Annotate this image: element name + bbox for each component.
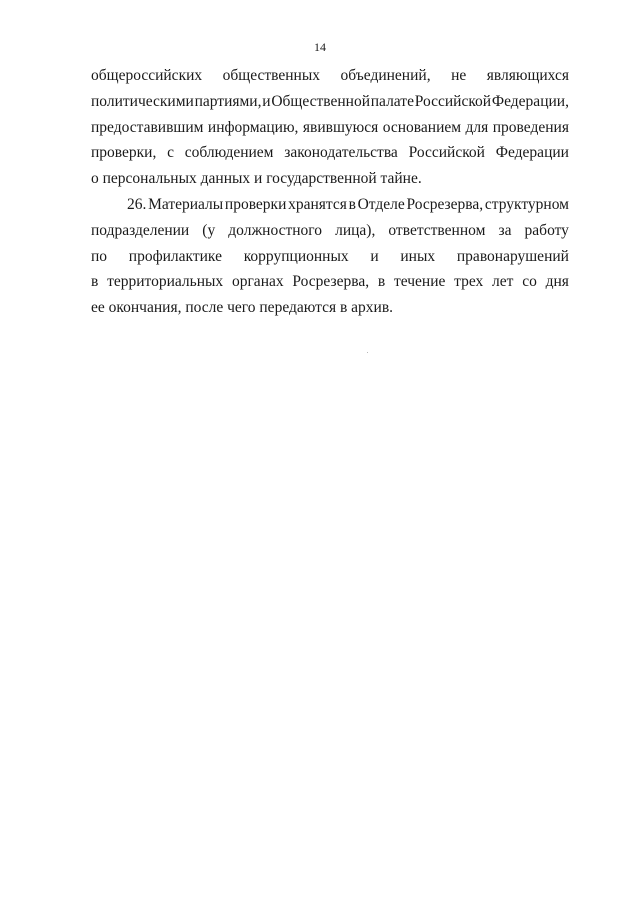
page-number: 14 [314, 40, 326, 54]
paragraph-continuation [91, 63, 569, 192]
document-body [91, 63, 569, 321]
scan-artifact [367, 352, 368, 353]
text-line: проверки, с соблюдением законодательства Российской Федерации [91, 144, 569, 162]
text-line: общероссийских общественных объединений, не являющихся [91, 67, 569, 84]
text-line: по профилактике коррупционных и иных правонарушений [91, 247, 569, 265]
text-line: ее окончания, после чего передаются в архив. [91, 299, 394, 317]
text-line: политическими партиями, и Общественной палате Российской Федерации, [91, 92, 569, 110]
text-line: в территориальных органах Росрезерва, в течение трех лет со дня [91, 273, 569, 291]
text-line: подразделении (у должностного лица), ответственном за работу [91, 221, 569, 239]
text-line: 26. Материалы проверки хранятся в Отделе Росрезерва, структурном [127, 195, 569, 213]
text-line: предоставившим информацию, явившуюся основанием для проведения [91, 118, 569, 136]
text-line: о персональных данных и государственной тайне. [91, 170, 422, 188]
paragraph-26 [91, 192, 569, 321]
